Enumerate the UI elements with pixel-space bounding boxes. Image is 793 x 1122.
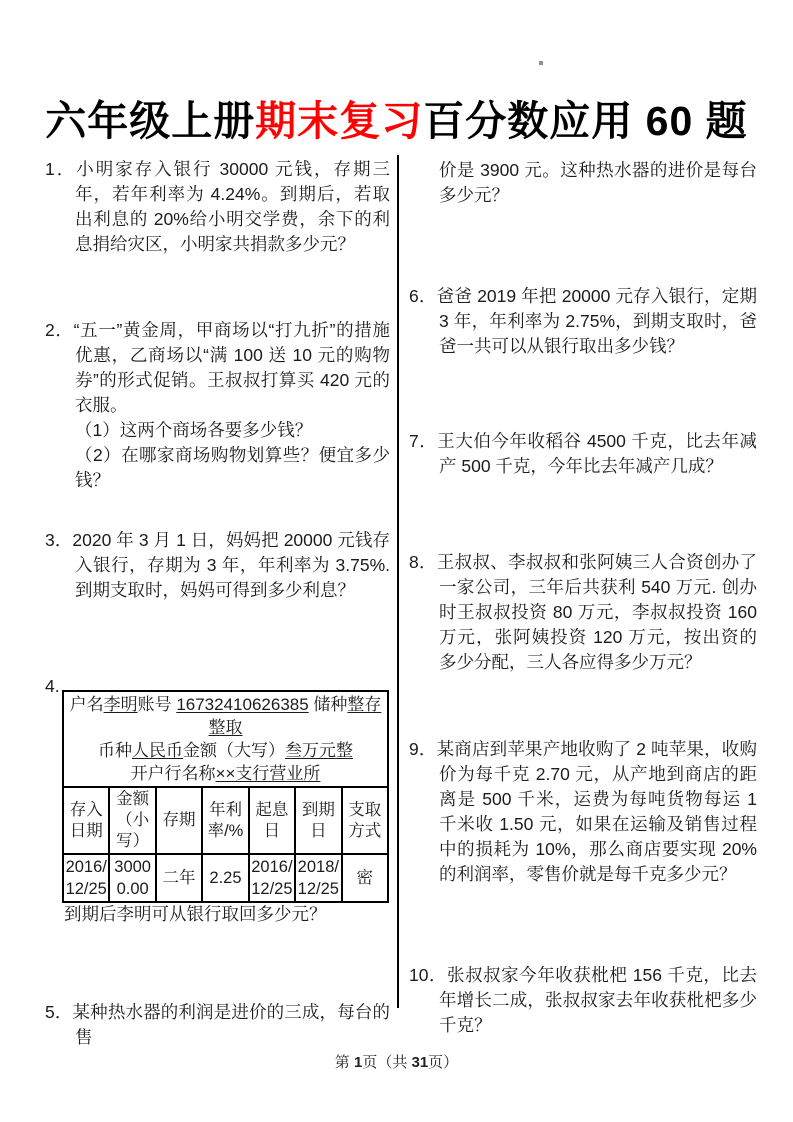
question-5-continuation [409, 158, 757, 208]
slip-header-amount: 金额（小写） [109, 787, 155, 854]
question-2-sub2: （2）在哪家商场购物划算些？便宜多少钱？ [75, 445, 390, 490]
slip-name-value: 李明 [103, 695, 138, 714]
deposit-slip-table [62, 690, 389, 903]
slip-branch-value: ××支行营业所 [215, 764, 321, 783]
title-highlight: 期末复习 [255, 98, 424, 144]
slip-cell-due-date: 2018/12/25 [295, 854, 341, 902]
question-4-text [64, 902, 394, 927]
question-4-question: 到期后李明可从银行取回多少元？ [64, 904, 327, 924]
question-10-text: 10．张叔叔家今年收获枇杷 156 千克，比去年增长二成，张叔叔家去年收获枇杷多少千克？ [409, 965, 757, 1035]
slip-type-label: 储种 [308, 695, 348, 714]
question-7-text: 7．王大伯今年收稻谷 4500 千克，比去年减产 500 千克，今年比去年减产几成？ [409, 431, 757, 476]
slip-currency-label: 币种 [98, 741, 132, 760]
question-6-text: 6．爸爸 2019 年把 20000 元存入银行，定期 3 年，年利率为 2.75%，到期支取时，爸爸一共可以从银行取出多少钱？ [409, 286, 762, 356]
slip-cell-rate: 2.25 [202, 854, 248, 902]
stray-mark-dot [539, 61, 543, 65]
slip-line3 [65, 762, 386, 785]
slip-data-row [63, 854, 388, 902]
slip-header-rate: 年利率/% [202, 787, 248, 854]
question-5-left [45, 1000, 390, 1050]
question-9-text: 9．某商店到苹果产地收购了 2 吨苹果，收购价为每千克 2.70 元，从产地到商店的距离是 500 千米，运费为每吨货物每运 1 千米收 1.50 元，如果在运输及销售过程中的损耗为 10%，那么商店要实现 20%的利润率，零售价就是每千克多少元？ [409, 739, 762, 884]
question-2-sub1: （1）这两个商场各要多少钱？ [75, 420, 313, 440]
question-8-text: 8．王叔叔、李叔叔和张阿姨三人合资创办了一家公司，三年后共获利 540 万元. 创办时王叔叔投资 80 万元，李叔叔投资 160 万元，张阿姨投资 120 万元，按出资的多少分配，三人各应得多少万元？ [409, 552, 762, 672]
slip-header-due-date: 到期日 [295, 787, 341, 854]
question-2 [45, 318, 390, 493]
slip-currency-value: 人民币 [132, 741, 183, 760]
footer-page-number: 1 [353, 1054, 363, 1071]
question-10 [409, 963, 757, 1038]
footer-total-pages: 31 [411, 1054, 429, 1071]
page-title [0, 88, 793, 147]
slip-account-label: 账号 [137, 695, 177, 714]
slip-amount-value: 叁万元整 [285, 741, 353, 760]
slip-line2 [65, 739, 386, 762]
slip-cell-deposit-date: 2016/12/25 [63, 854, 109, 902]
footer-seg1: 第 [334, 1054, 354, 1071]
page-footer [0, 1051, 793, 1072]
slip-cell-term: 二年 [156, 854, 202, 902]
question-4-number: 4. [45, 676, 60, 696]
question-1-text: 1．小明家存入银行 30000 元钱，存期三年，若年利率为 4.24%。到期后，若取出利息的 20%给小明交学费，余下的利息捐给灾区，小明家共捐款多少元？ [45, 159, 390, 254]
footer-seg3: 页） [428, 1054, 459, 1071]
slip-header-term: 存期 [156, 787, 202, 854]
question-7 [409, 429, 757, 479]
question-3-text: 3．2020 年 3 月 1 日，妈妈把 20000 元钱存入银行，存期为 3 年，年利率为 3.75%. 到期支取时，妈妈可得到多少利息？ [45, 530, 395, 600]
slip-header-start-date: 起息日 [249, 787, 295, 854]
slip-amount-label: 金额（大写） [183, 741, 285, 760]
title-part2: 百分数应用 60 题 [423, 98, 748, 144]
slip-column-headers [63, 787, 388, 854]
question-8 [409, 550, 762, 675]
question-5-left-text: 5．某种热水器的利润是进价的三成，每台的售 [45, 1002, 390, 1047]
slip-header-withdraw-method: 支取方式 [342, 787, 388, 854]
title-part1: 六年级上册 [45, 98, 256, 144]
slip-cell-amount: 30000.00 [109, 854, 155, 902]
slip-cell-withdraw-method: 密 [342, 854, 388, 902]
slip-name-label: 户名 [69, 695, 104, 714]
question-6 [409, 284, 762, 359]
slip-line1 [65, 693, 386, 739]
question-5-right-text: 价是 3900 元。这种热水器的进价是每台多少元？ [439, 160, 757, 205]
question-3 [45, 528, 395, 603]
question-1 [45, 157, 390, 257]
slip-header-deposit-date: 存入日期 [63, 787, 109, 854]
column-divider-rule [397, 155, 399, 1008]
slip-header-block [63, 691, 388, 787]
slip-cell-start-date: 2016/12/25 [249, 854, 295, 902]
slip-account-info [63, 691, 388, 787]
slip-account-value: 16732410626385 [176, 695, 309, 714]
question-2-text: 2．“五一”黄金周，甲商场以“打九折”的措施优惠，乙商场以“满 100 送 10 元的购物券”的形式促销。王叔叔打算买 420 元的衣服。 [45, 320, 390, 415]
slip-type-value: 整存整取 [208, 695, 382, 737]
footer-seg2: 页（共 [362, 1054, 412, 1071]
slip-branch-label: 开户行名称 [130, 764, 216, 783]
question-9 [409, 737, 762, 887]
